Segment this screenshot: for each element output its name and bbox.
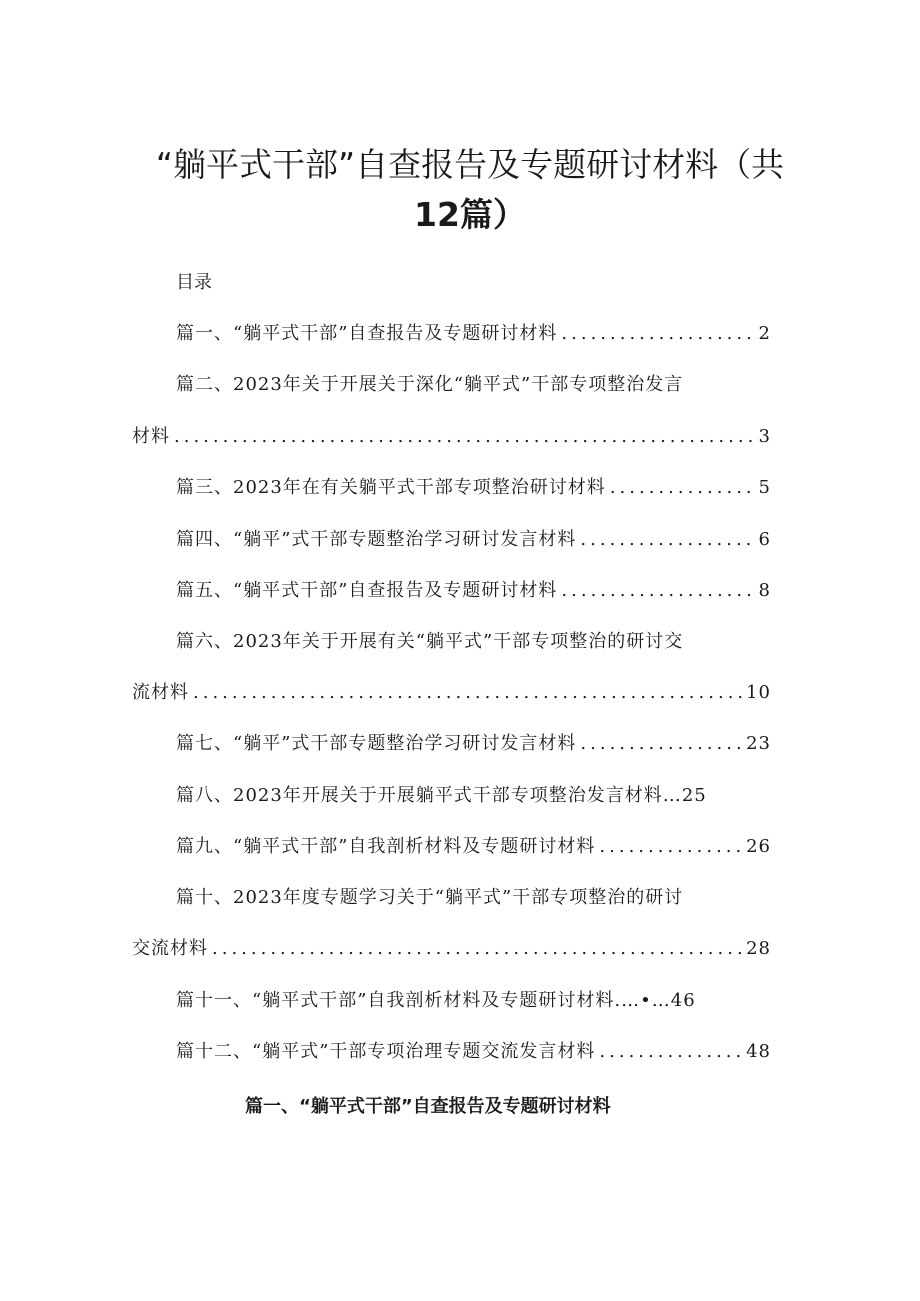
document-title-line-1: “躺平式干部”自查报告及专题研讨材料（共: [155, 145, 785, 184]
toc-entry-6[interactable]: [176, 629, 683, 655]
toc-page-number: 2: [758, 323, 771, 344]
toc-page-number: 48: [746, 1041, 771, 1062]
toc-page-number: 46: [670, 990, 696, 1011]
toc-leader: [193, 680, 742, 706]
toc-entry-4[interactable]: [176, 527, 771, 553]
toc-entry-11[interactable]: [176, 988, 696, 1014]
toc-page-number: 10: [746, 682, 771, 703]
section-heading: 篇一、“躺平式干部”自查报告及专题研讨材料: [245, 1096, 611, 1117]
toc-entry-6-continued[interactable]: [132, 680, 771, 706]
toc-entry-label: 篇十一、“躺平式干部”自我剖析材料及专题研讨材料.…•…: [176, 990, 671, 1011]
toc-entry-3[interactable]: [176, 475, 771, 501]
toc-leader: [610, 475, 755, 501]
toc-entry-2[interactable]: [176, 372, 683, 398]
toc-entry-label: 篇四、“躺平”式干部专题整治学习研讨发言材料: [176, 529, 577, 550]
toc-entry-8[interactable]: [176, 783, 707, 809]
toc-entry-label: 篇一、“躺平式干部”自查报告及专题研讨材料: [176, 323, 558, 344]
document-title: [150, 140, 790, 240]
toc-entry-label: 篇三、2023年在有关躺平式干部专项整治研讨材料: [176, 477, 606, 498]
toc-entry-label-continued: 材料: [132, 426, 170, 447]
toc-page-number: 8: [758, 580, 771, 601]
toc-entry-12[interactable]: [176, 1039, 771, 1065]
toc-entry-label: 篇九、“躺平式干部”自我剖析材料及专题研讨材料: [176, 836, 596, 857]
toc-entry-10-continued[interactable]: [132, 936, 771, 962]
toc-entry-label: 篇二、2023年关于开展关于深化“躺平式”干部专项整治发言: [176, 374, 684, 395]
toc-entry-label-continued: 交流材料: [132, 938, 208, 959]
toc-leader: [561, 578, 754, 604]
toc-leader: [174, 424, 755, 450]
toc-entry-1[interactable]: [176, 321, 771, 347]
toc-entry-label: 篇十、2023年度专题学习关于“躺平式”干部专项整治的研讨: [176, 887, 684, 908]
toc-entry-label: 篇五、“躺平式干部”自查报告及专题研讨材料: [176, 580, 558, 601]
toc-leader: [212, 936, 742, 962]
toc-heading: 目录: [176, 272, 212, 293]
toc-page-number: 25: [681, 785, 707, 806]
toc-entry-label: 篇七、“躺平”式干部专题整治学习研讨发言材料: [176, 733, 577, 754]
toc-page-number: 6: [758, 529, 771, 550]
toc-entry-label-continued: 流材料: [132, 682, 189, 703]
document-title-line-2: 12篇）: [414, 195, 526, 234]
toc-leader: [599, 1039, 742, 1065]
toc-entry-label: 篇十二、“躺平式”干部专项治理专题交流发言材料: [176, 1041, 596, 1062]
toc-page-number: 5: [758, 477, 771, 498]
toc-entry-label: 篇六、2023年关于开展有关“躺平式”干部专项整治的研讨交: [176, 631, 684, 652]
toc-page-number: 23: [746, 733, 771, 754]
toc-entry-label: 篇八、2023年开展关于开展躺平式干部专项整治发言材料…: [176, 785, 682, 806]
toc-entry-10[interactable]: [176, 885, 683, 911]
toc-page-number: 28: [746, 938, 771, 959]
toc-entry-9[interactable]: [176, 834, 771, 860]
toc-leader: [580, 527, 754, 553]
toc-leader: [599, 834, 742, 860]
toc-leader: [561, 321, 754, 347]
toc-page-number: 3: [758, 426, 771, 447]
toc-leader: [580, 731, 742, 757]
toc-entry-7[interactable]: [176, 731, 771, 757]
toc-page-number: 26: [746, 836, 771, 857]
toc-entry-2-continued[interactable]: [132, 424, 771, 450]
toc-entry-5[interactable]: [176, 578, 771, 604]
